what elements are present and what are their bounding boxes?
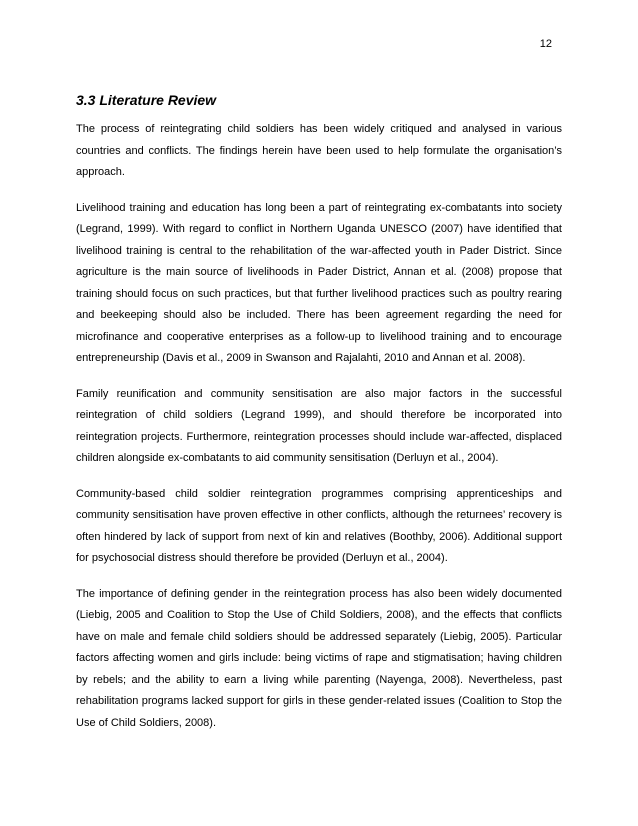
paragraph-intro: The process of reintegrating child soldiers has been widely critiqued and analysed in various countries and conflicts. The findings herein have been used to help formulate the organisation’s approach. <box>76 123 562 178</box>
section-heading: 3.3 Literature Review <box>76 92 217 108</box>
paragraph-family-reunification: Family reunification and community sensitisation are also major factors in the successful reintegration of child soldiers (Legrand 1999), and should therefore be incorporated into reintegration projects. Furthermore, reintegration processes should include war-affected, displaced children alongside ex-combatants to aid community sensitisation (Derluyn et al., 2004). <box>76 387 562 464</box>
page-content <box>76 92 562 748</box>
page-number: 12 <box>539 38 552 50</box>
paragraph-livelihood: Livelihood training and education has long been a part of reintegrating ex-combatants into society (Legrand, 1999). With regard to conflict in Northern Uganda UNESCO (2007) have identified that livelihood training is central to the rehabilitation of the war-affected youth in Pader District. Since agriculture is the main source of livelihoods in Pader District, Annan et al. (2008) propose that training should focus on such practices, but that further livelihood practices such as poultry rearing and beekeeping should also be included. There has been agreement regarding the need for microfinance and cooperative enterprises as a follow-up to livelihood training and to encourage entrepreneurship (Davis et al., 2009 in Swanson and Rajalahti, 2010 and Annan et al. 2008). <box>76 201 562 364</box>
paragraph-community-based: Community-based child soldier reintegration programmes comprising apprenticeships and community sensitisation have proven effective in other conflicts, although the returnees’ recovery is often hindered by lack of support from next of kin and relatives (Boothby, 2006). Additional support for psychosocial distress should therefore be provided (Derluyn et al., 2004). <box>76 487 562 564</box>
paragraph-gender: The importance of defining gender in the reintegration process has also been widely documented (Liebig, 2005 and Coalition to Stop the Use of Child Soldiers, 2008), and the effects that conflicts have on male and female child soldiers should be addressed separately (Liebig, 2005). Particular factors affecting women and girls include: being victims of rape and stigmatisation; having children by rebels; and the ability to earn a living while parenting (Nayenga, 2008). Nevertheless, past rehabilitation programs lacked support for girls in these gender-related issues (Coalition to Stop the Use of Child Soldiers, 2008). <box>76 587 562 729</box>
